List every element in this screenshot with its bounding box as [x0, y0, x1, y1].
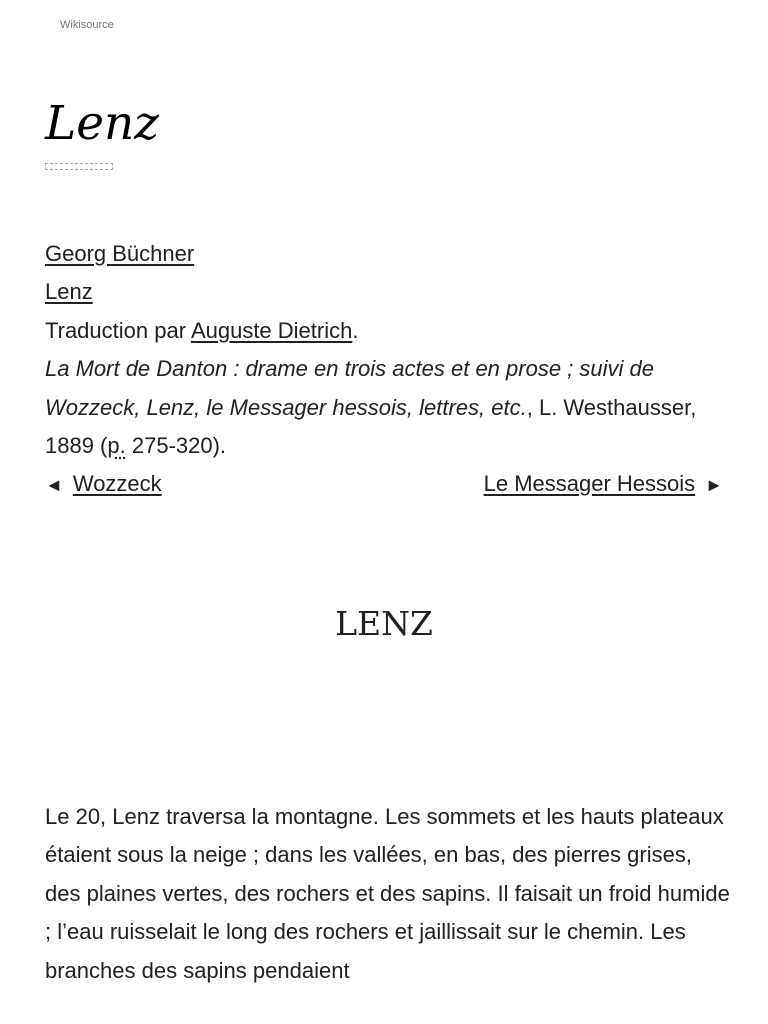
title-placeholder: [45, 163, 113, 170]
source-title: La Mort de Danton : drame en trois actes et en prose ; suivi de Wozzeck, Lenz, le Messager hessois, lettres, etc.: [45, 356, 654, 420]
translator-link[interactable]: Auguste Dietrich: [190, 317, 353, 343]
page-range: 275-320).: [125, 433, 227, 459]
prev-nav: [45, 465, 162, 504]
site-name: Wikisource: [60, 19, 114, 30]
body-paragraph: Le 20, Lenz traversa la montagne. Les sommets et les hauts plateaux étaient sous la neige ; dans les vallées, en bas, des pierres grises, des plaines vertes, des rochers et des sapins. Il faisait un froid humide ; l’eau ruisselait le long des rochers et jaillissait sur le chemin. Les branches des sapins pendaient: [45, 804, 730, 983]
chapter-navigation: [45, 465, 725, 503]
work-header: [45, 235, 725, 465]
translation-prefix: Traduction par: [45, 317, 191, 343]
arrow-right-icon: ►: [705, 475, 723, 495]
source-line: [45, 350, 725, 465]
arrow-left-icon: ◄: [45, 475, 63, 495]
author-line: [45, 235, 725, 273]
page-abbreviation[interactable]: p.: [107, 433, 126, 459]
prev-chapter-link[interactable]: Wozzeck: [72, 471, 162, 496]
work-link[interactable]: Lenz: [45, 279, 93, 305]
page-title: Lenz: [45, 96, 160, 151]
chapter-title: LENZ: [335, 604, 433, 643]
author-link[interactable]: Georg Büchner: [45, 241, 195, 266]
translation-line: [45, 312, 725, 350]
source-publisher: , L. Westhausser, 1889 (: [45, 394, 697, 459]
next-nav: [484, 465, 723, 504]
translation-suffix: .: [352, 317, 359, 343]
next-chapter-link[interactable]: Le Messager Hessois: [483, 471, 696, 496]
work-line: [45, 273, 725, 311]
